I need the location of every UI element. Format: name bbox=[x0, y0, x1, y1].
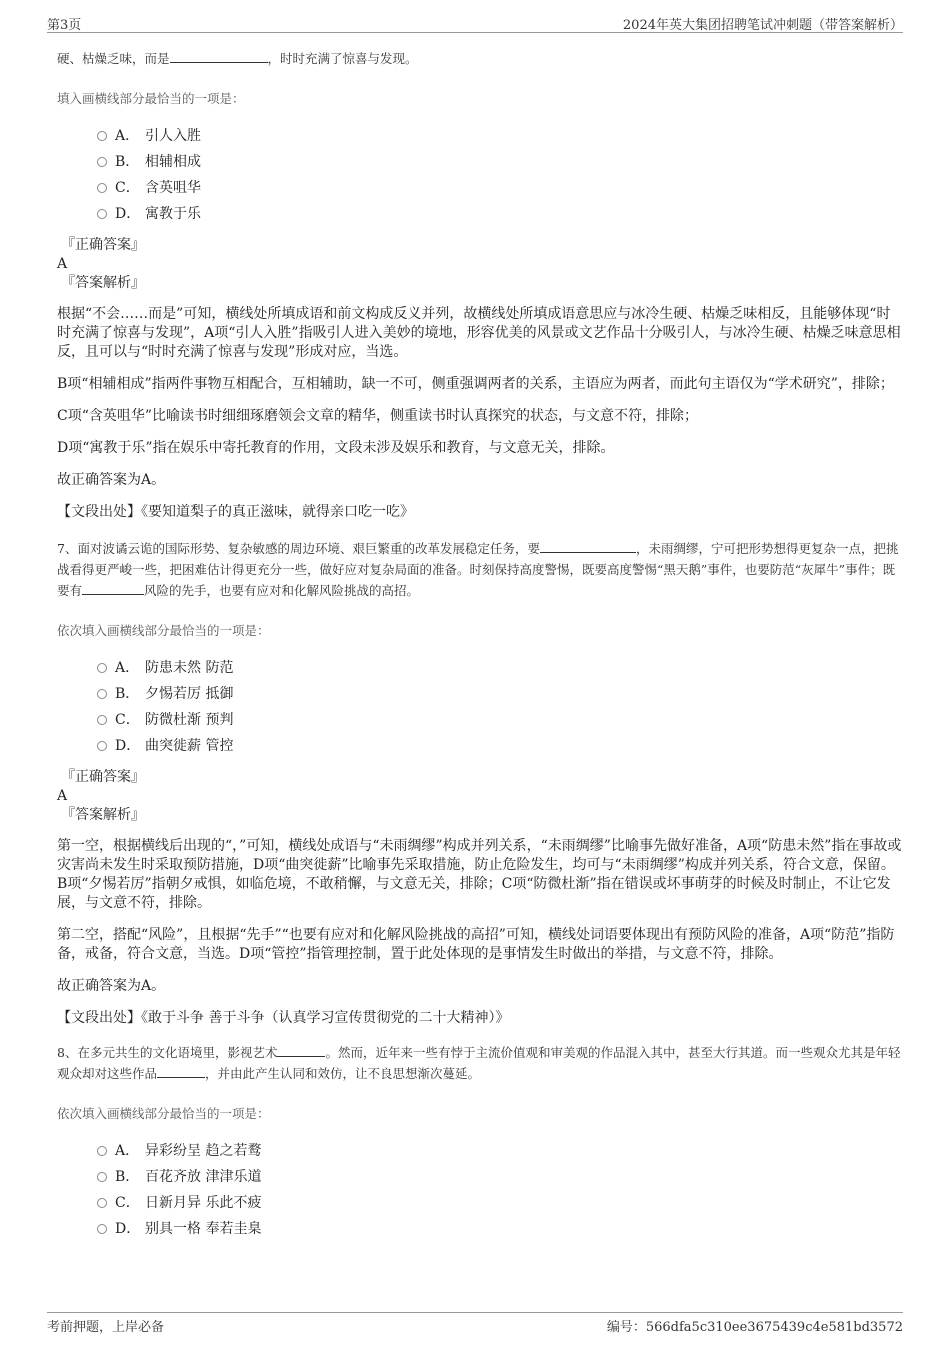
radio-icon[interactable] bbox=[97, 183, 107, 193]
option-b[interactable]: B． 夕惕若厉 抵御 bbox=[97, 683, 903, 709]
answer-value: A bbox=[57, 256, 68, 272]
blank-1 bbox=[170, 50, 268, 63]
answer-label: 『正确答案』 bbox=[61, 769, 145, 785]
question-8-stem: 8、在多元共生的文化语境里，影视艺术 。然而，近年来一些有悖于主流价值观和审美观的作品混入其中，甚至大行其道。而一些观众尤其是年轻观众却对这些作品 ，并由此产生认同和效仿，让不良思想渐次蔓延。 bbox=[57, 1045, 901, 1081]
radio-icon[interactable] bbox=[97, 663, 107, 673]
footer-divider bbox=[47, 1312, 903, 1313]
source-citation: 【文段出处】《要知道梨子的真正滋味，就得亲口吃一吃》 bbox=[57, 504, 414, 520]
analysis-label: 『答案解析』 bbox=[61, 807, 145, 823]
analysis-label: 『答案解析』 bbox=[61, 275, 145, 291]
option-a[interactable]: A． 异彩纷呈 趋之若鹜 bbox=[97, 1140, 903, 1166]
radio-icon[interactable] bbox=[97, 157, 107, 167]
analysis-paragraph: 根据“不会……而是”可知，横线处所填成语和前文构成反义并列，故横线处所填成语意思应与冰冷生硬、枯燥乏味相反，且能够体现“时时充满了惊喜与发现”，A项“引人入胜”指吸引人进入美妙的境地，形容优美的风景或文艺作品十分吸引人，与冰冷生硬、枯燥乏味意思相反，且可以与“时时充满了惊喜与发现”形成对应，当选。 bbox=[57, 306, 901, 360]
page-content bbox=[57, 34, 903, 1244]
analysis-conclusion: 故正确答案为A。 bbox=[57, 978, 166, 994]
option-c[interactable]: C． 防微杜渐 预判 bbox=[97, 709, 903, 735]
source-citation: 【文段出处】《敢于斗争 善于斗争（认真学习宣传贯彻党的二十大精神）》 bbox=[57, 1010, 510, 1026]
question-7-options bbox=[97, 657, 903, 761]
document-title: 2024年英大集团招聘笔试冲刺题（带答案解析） bbox=[622, 18, 903, 33]
radio-icon[interactable] bbox=[97, 1172, 107, 1182]
option-c[interactable]: C． 含英咀华 bbox=[97, 177, 903, 203]
radio-icon[interactable] bbox=[97, 741, 107, 751]
answer-value: A bbox=[57, 788, 68, 804]
radio-icon[interactable] bbox=[97, 1198, 107, 1208]
analysis-paragraph: C项“含英咀华”比喻读书时细细琢磨领会文章的精华，侧重读书时认真探究的状态，与文意不符，排除； bbox=[57, 408, 699, 424]
option-b[interactable]: B． 相辅相成 bbox=[97, 151, 903, 177]
page-number: 第3页 bbox=[47, 18, 82, 33]
radio-icon[interactable] bbox=[97, 1146, 107, 1156]
option-d[interactable]: D． 寓教于乐 bbox=[97, 203, 903, 229]
radio-icon[interactable] bbox=[97, 1224, 107, 1234]
radio-icon[interactable] bbox=[97, 209, 107, 219]
analysis-paragraph: D项“寓教于乐”指在娱乐中寄托教育的作用，文段未涉及娱乐和教育，与文意无关，排除。 bbox=[57, 440, 615, 456]
option-b[interactable]: B． 百花齐放 津津乐道 bbox=[97, 1166, 903, 1192]
question-8-prompt: 依次填入画横线部分最恰当的一项是： bbox=[57, 1106, 270, 1121]
blank-2 bbox=[82, 582, 144, 595]
question-6-stem-cut-line bbox=[57, 34, 903, 48]
question-6-stem: 硬、枯燥乏味，而是 ，时时充满了惊喜与发现。 bbox=[57, 51, 418, 66]
question-8-options bbox=[97, 1140, 903, 1244]
blank-1 bbox=[540, 540, 636, 553]
question-7-stem: 7、面对波谲云诡的国际形势、复杂敏感的周边环境、艰巨繁重的改革发展稳定任务，要 ，未雨绸缪，宁可把形势想得更复杂一点，把挑战看得更严峻一些，把困难估计得更充分一些，做好应对复杂局面的准备。时刻保持高度警惕，既要高度警惕“黑天鹅”事件，也要防范“灰犀牛”事件；既要有 风险的先手，也要有应对和化解风险挑战的高招。 bbox=[57, 541, 899, 598]
option-d[interactable]: D． 别具一格 奉若圭臬 bbox=[97, 1218, 903, 1244]
option-c[interactable]: C． 日新月异 乐此不疲 bbox=[97, 1192, 903, 1218]
blank-2 bbox=[157, 1065, 205, 1078]
radio-icon[interactable] bbox=[97, 131, 107, 141]
question-6-prompt: 填入画横线部分最恰当的一项是： bbox=[57, 91, 245, 106]
blank-1 bbox=[277, 1044, 325, 1057]
option-d[interactable]: D． 曲突徙薪 管控 bbox=[97, 735, 903, 761]
radio-icon[interactable] bbox=[97, 689, 107, 699]
analysis-paragraph: 第一空，根据横线后出现的“，”可知，横线处成语与“未雨绸缪”构成并列关系，“未雨绸缪”比喻事先做好准备，A项“防患未然”指在事故或灾害尚未发生时采取预防措施，D项“曲突徙薪”比喻事先采取措施，防止危险发生，均可与“未雨绸缪”构成并列关系，符合文意，保留。B项“夕惕若厉”指朝夕戒惧，如临危境，不敢稍懈，与文意无关，排除；C项“防微杜渐”指在错误或坏事萌芽的时候及时制止，不让它发展，与文意不符，排除。 bbox=[57, 838, 902, 911]
header-divider bbox=[47, 32, 903, 33]
question-7-prompt: 依次填入画横线部分最恰当的一项是： bbox=[57, 623, 270, 638]
option-a[interactable]: A． 引人入胜 bbox=[97, 125, 903, 151]
analysis-paragraph: 第二空，搭配“风险”，且根据“先手”“也要有应对和化解风险挑战的高招”可知，横线处词语要体现出有预防风险的准备，A项“防范”指防备，戒备，符合文意，当选。D项“管控”指管理控制，置于此处体现的是事情发生时做出的举措，与文意不符，排除。 bbox=[57, 927, 895, 962]
option-a[interactable]: A． 防患未然 防范 bbox=[97, 657, 903, 683]
footer-slogan: 考前押题，上岸必备 bbox=[47, 1320, 165, 1335]
analysis-paragraph: B项“相辅相成”指两件事物互相配合，互相辅助，缺一不可，侧重强调两者的关系，主语应为两者，而此句主语仅为“学术研究”，排除； bbox=[57, 376, 894, 392]
document-id: 编号：566dfa5c310ee3675439c4e581bd3572 bbox=[606, 1320, 903, 1335]
question-6-options bbox=[97, 125, 903, 229]
answer-label: 『正确答案』 bbox=[61, 237, 145, 253]
analysis-conclusion: 故正确答案为A。 bbox=[57, 472, 166, 488]
radio-icon[interactable] bbox=[97, 715, 107, 725]
page-header bbox=[47, 10, 903, 32]
